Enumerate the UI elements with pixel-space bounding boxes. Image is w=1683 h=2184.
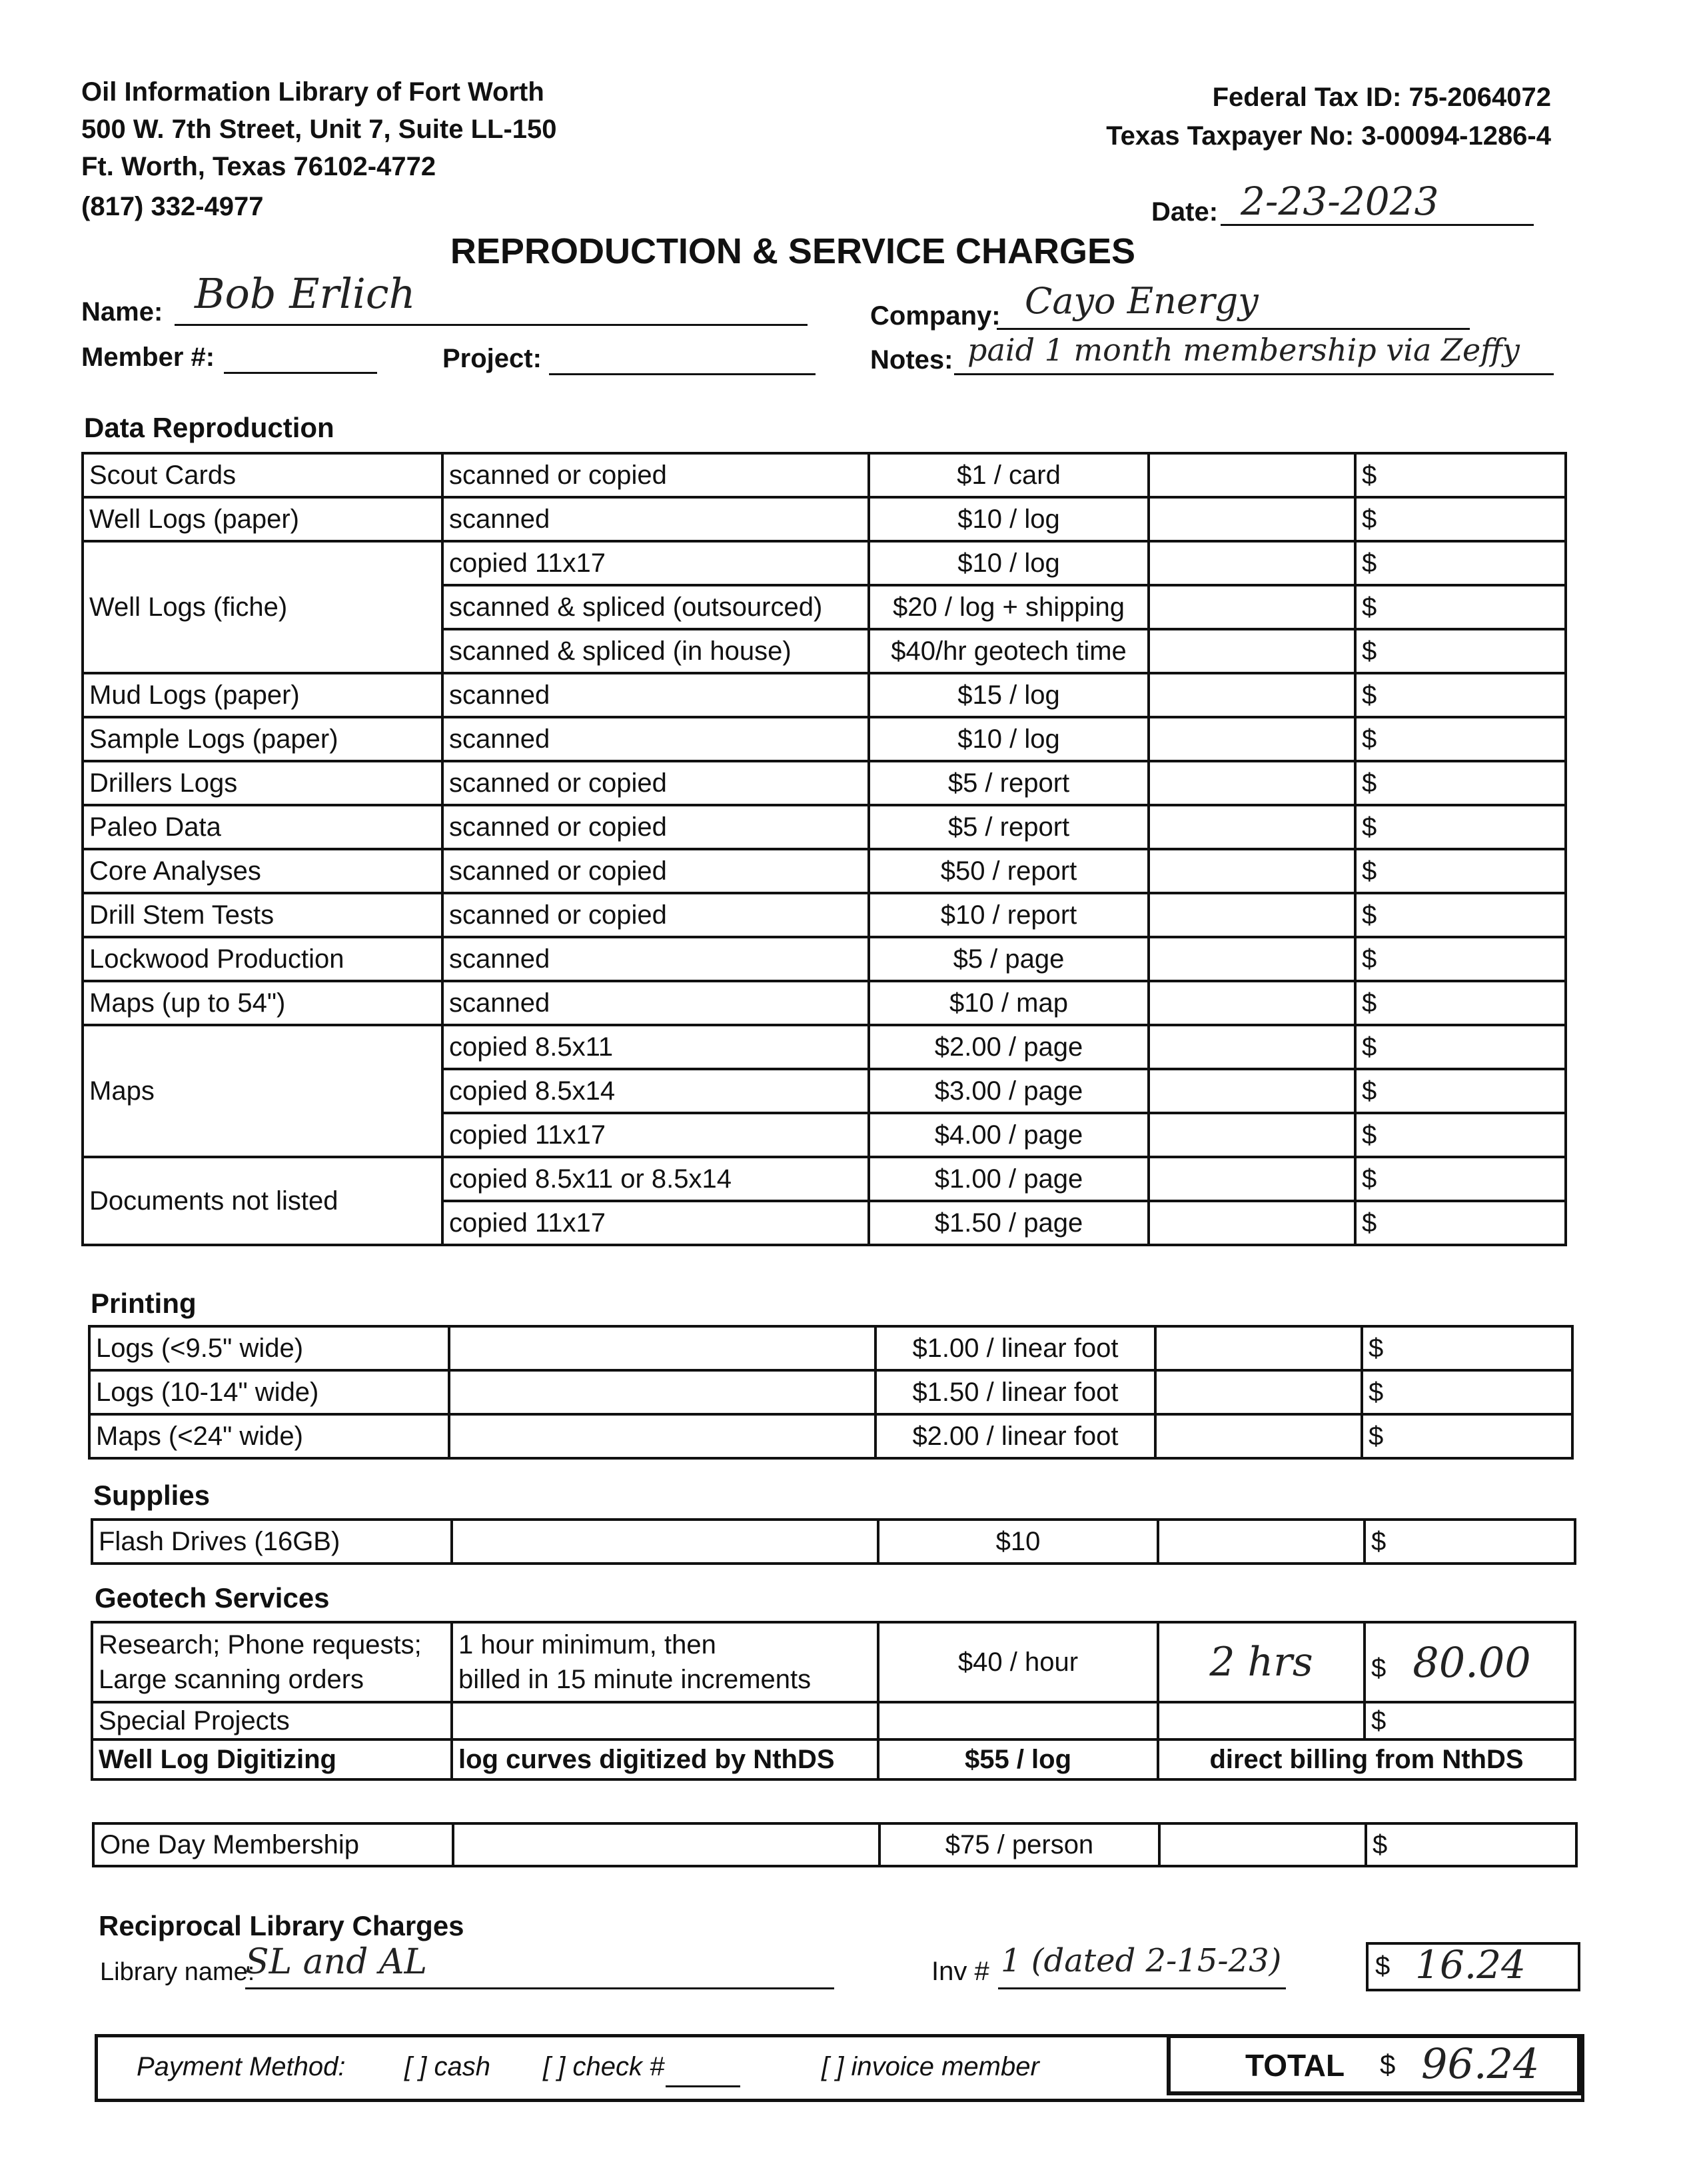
table-row: [83, 1157, 1566, 1201]
item-method: scanned: [442, 937, 869, 981]
quantity-cell[interactable]: [1149, 849, 1355, 893]
item-name: Drillers Logs: [83, 761, 442, 805]
name-value: Bob Erlich: [195, 269, 416, 318]
item-name: Well Logs (fiche): [83, 541, 442, 673]
item-name: Paleo Data: [83, 805, 442, 849]
section-reciprocal: Reciprocal Library Charges: [99, 1910, 464, 1941]
total-label: TOTAL: [1245, 2048, 1345, 2083]
item-method: copied 11x17: [442, 541, 869, 585]
item-rate: $15 / log: [869, 673, 1149, 717]
currency-sign: $: [1362, 944, 1377, 974]
currency-sign: $: [1362, 460, 1377, 490]
currency-sign: $: [1362, 592, 1377, 622]
item-method: scanned or copied: [442, 453, 869, 497]
quantity-cell[interactable]: [1149, 541, 1355, 585]
amount-cell[interactable]: [1355, 937, 1566, 981]
item-rate: $10 / log: [869, 717, 1149, 761]
reciprocal-amount-box[interactable]: [1366, 1942, 1580, 1991]
item-method: copied 8.5x14: [442, 1069, 869, 1113]
geotech-research-method-line1: 1 hour minimum, then: [458, 1630, 716, 1659]
item-rate: $40/hr geotech time: [869, 629, 1149, 673]
payment-invoice-option[interactable]: [ ] invoice member: [822, 2052, 1039, 2081]
item-rate: $10 / log: [869, 497, 1149, 541]
currency-sign: $: [1362, 1032, 1377, 1062]
item-method: scanned: [442, 673, 869, 717]
quantity-cell[interactable]: [1149, 585, 1355, 629]
date-field[interactable]: [1221, 180, 1534, 226]
item-method: copied 11x17: [442, 1113, 869, 1157]
library-name-field[interactable]: [245, 1942, 834, 1989]
member-label: Member #:: [81, 343, 215, 372]
org-phone: (817) 332-4977: [81, 192, 264, 221]
item-rate: $1.50 / page: [869, 1201, 1149, 1245]
supplies-table: [91, 1518, 1576, 1565]
library-name-value: SL and AL: [245, 1942, 428, 1982]
geotech-table: [91, 1621, 1576, 1781]
item-name: Well Logs (paper): [83, 497, 442, 541]
currency-sign: $: [1362, 680, 1377, 710]
geotech-digitizing-item: Well Log Digitizing: [92, 1739, 452, 1779]
item-name: Flash Drives (16GB): [92, 1520, 452, 1564]
quantity-cell[interactable]: [1149, 1157, 1355, 1201]
membership-row: [93, 1823, 1576, 1866]
item-rate: $10: [878, 1520, 1158, 1564]
item-method: scanned or copied: [442, 893, 869, 937]
payment-box: [95, 2034, 1584, 2102]
invoice-number-field[interactable]: [998, 1942, 1286, 1989]
currency-sign: $: [1362, 768, 1377, 798]
geotech-research-amount-cell[interactable]: [1365, 1622, 1575, 1702]
geotech-research-qty-cell[interactable]: [1158, 1622, 1365, 1702]
item-rate: $5 / page: [869, 937, 1149, 981]
item-method: copied 11x17: [442, 1201, 869, 1245]
table-row: [83, 673, 1566, 717]
geotech-special-amount-cell[interactable]: [1365, 1702, 1575, 1739]
item-rate: $10 / map: [869, 981, 1149, 1025]
amount-cell[interactable]: [1355, 585, 1566, 629]
table-row: [83, 849, 1566, 893]
item-method: [449, 1414, 875, 1458]
geotech-digitizing-row: [92, 1739, 1575, 1779]
geotech-digitizing-method: log curves digitized by NthDS: [452, 1739, 878, 1779]
currency-sign: $: [1362, 1120, 1377, 1150]
geotech-special-qty-cell[interactable]: [1158, 1702, 1365, 1739]
amount-cell[interactable]: [1365, 1520, 1575, 1564]
org-address-line1: 500 W. 7th Street, Unit 7, Suite LL-150: [81, 115, 557, 144]
quantity-cell[interactable]: [1149, 453, 1355, 497]
total-value: 96.24: [1421, 2039, 1540, 2088]
geotech-special-method: [452, 1702, 878, 1739]
notes-field[interactable]: [954, 332, 1554, 375]
membership-rate: $75 / person: [879, 1823, 1159, 1866]
item-rate: $5 / report: [869, 761, 1149, 805]
quantity-cell[interactable]: [1149, 893, 1355, 937]
name-field[interactable]: [175, 269, 808, 326]
amount-cell[interactable]: [1355, 1025, 1566, 1069]
amount-cell[interactable]: [1355, 805, 1566, 849]
geotech-research-method-line2: billed in 15 minute increments: [458, 1665, 812, 1694]
item-name: Documents not listed: [83, 1157, 442, 1245]
amount-cell[interactable]: [1355, 673, 1566, 717]
currency-sign: $: [1362, 988, 1377, 1018]
invoice-number-value: 1 (dated 2-15-23): [1001, 1942, 1282, 1979]
item-name: Logs (10-14" wide): [89, 1370, 449, 1414]
table-row: [89, 1414, 1572, 1458]
geotech-research-qty: 2 hrs: [1209, 1639, 1313, 1685]
geotech-research-row: [92, 1622, 1575, 1702]
currency-sign: $: [1362, 812, 1377, 842]
item-rate: $4.00 / page: [869, 1113, 1149, 1157]
table-row: [89, 1326, 1572, 1370]
quantity-cell[interactable]: [1149, 497, 1355, 541]
quantity-cell[interactable]: [1149, 937, 1355, 981]
currency-sign: $: [1373, 1829, 1388, 1859]
item-name: Lockwood Production: [83, 937, 442, 981]
quantity-cell[interactable]: [1149, 1113, 1355, 1157]
section-data-reproduction: Data Reproduction: [84, 412, 334, 443]
date-value: 2-23-2023: [1241, 179, 1439, 224]
table-row: [83, 541, 1566, 585]
data-reproduction-table: [81, 452, 1567, 1246]
table-row: [83, 893, 1566, 937]
org-name: Oil Information Library of Fort Worth: [81, 77, 544, 107]
currency-sign: $: [1371, 1705, 1387, 1735]
item-name: Sample Logs (paper): [83, 717, 442, 761]
item-rate: $10 / report: [869, 893, 1149, 937]
currency-sign: $: [1362, 504, 1377, 534]
project-field[interactable]: [549, 333, 816, 375]
currency-sign: $: [1362, 1164, 1377, 1194]
currency-sign: $: [1362, 724, 1377, 754]
company-label: Company:: [870, 301, 1001, 331]
currency-sign: $: [1362, 856, 1377, 886]
amount-cell[interactable]: [1355, 1201, 1566, 1245]
amount-cell[interactable]: [1355, 893, 1566, 937]
item-rate: $1 / card: [869, 453, 1149, 497]
currency-sign: $: [1369, 1421, 1384, 1451]
table-row: [83, 453, 1566, 497]
geotech-research-rate: $40 / hour: [878, 1622, 1158, 1702]
item-rate: $10 / log: [869, 541, 1149, 585]
quantity-cell[interactable]: [1155, 1414, 1362, 1458]
total-box: [1167, 2034, 1581, 2095]
quantity-cell[interactable]: [1155, 1370, 1362, 1414]
amount-cell[interactable]: [1355, 497, 1566, 541]
company-value: Cayo Energy: [1025, 280, 1259, 322]
notes-value: paid 1 month membership via Zeffy: [967, 332, 1520, 368]
quantity-cell[interactable]: [1149, 1069, 1355, 1113]
geotech-special-row: [92, 1702, 1575, 1739]
quantity-cell[interactable]: [1149, 761, 1355, 805]
table-row: [83, 805, 1566, 849]
table-row: [83, 1025, 1566, 1069]
amount-cell[interactable]: [1362, 1370, 1572, 1414]
library-name-label: Library name:: [100, 1958, 255, 1986]
amount-cell[interactable]: [1355, 717, 1566, 761]
item-rate: $1.00 / linear foot: [875, 1326, 1155, 1370]
table-row: [83, 497, 1566, 541]
geotech-research-item-line1: Research; Phone requests;: [99, 1630, 422, 1659]
currency-sign: $: [1362, 1208, 1377, 1238]
item-method: scanned or copied: [442, 761, 869, 805]
item-method: scanned: [442, 717, 869, 761]
member-field[interactable]: [224, 332, 377, 374]
item-rate: $3.00 / page: [869, 1069, 1149, 1113]
item-name: Maps (<24" wide): [89, 1414, 449, 1458]
geotech-special-rate: [878, 1702, 1158, 1739]
quantity-cell[interactable]: [1149, 629, 1355, 673]
currency-sign: $: [1362, 900, 1377, 930]
item-method: scanned & spliced (outsourced): [442, 585, 869, 629]
check-number-field[interactable]: [666, 2056, 740, 2087]
table-row: [83, 981, 1566, 1025]
amount-cell[interactable]: [1355, 453, 1566, 497]
table-row: [92, 1520, 1575, 1564]
table-row: [89, 1370, 1572, 1414]
membership-qty-cell[interactable]: [1159, 1823, 1366, 1866]
org-address-line2: Ft. Worth, Texas 76102-4772: [81, 152, 436, 181]
membership-method: [453, 1823, 879, 1866]
item-method: scanned: [442, 497, 869, 541]
currency-sign: $: [1371, 1526, 1387, 1556]
amount-cell[interactable]: [1355, 629, 1566, 673]
texas-taxpayer-no: Texas Taxpayer No: 3-00094-1286-4: [1106, 121, 1551, 151]
membership-table: [92, 1822, 1578, 1867]
geotech-research-method: [452, 1622, 878, 1702]
currency-sign: $: [1362, 636, 1377, 666]
item-rate: $2.00 / page: [869, 1025, 1149, 1069]
item-method: scanned or copied: [442, 805, 869, 849]
currency-sign: $: [1362, 1076, 1377, 1106]
form-title: REPRODUCTION & SERVICE CHARGES: [450, 231, 1136, 271]
item-name: Drill Stem Tests: [83, 893, 442, 937]
geotech-research-amount: 80.00: [1412, 1638, 1531, 1687]
item-method: copied 8.5x11 or 8.5x14: [442, 1157, 869, 1201]
item-name: Core Analyses: [83, 849, 442, 893]
item-name: Maps: [83, 1025, 442, 1157]
quantity-cell[interactable]: [1155, 1326, 1362, 1370]
item-method: [449, 1326, 875, 1370]
table-row: [83, 937, 1566, 981]
item-method: [452, 1520, 878, 1564]
amount-cell[interactable]: [1355, 1069, 1566, 1113]
item-method: scanned & spliced (in house): [442, 629, 869, 673]
item-name: Maps (up to 54"): [83, 981, 442, 1025]
geotech-digitizing-billing: direct billing from NthDS: [1158, 1739, 1575, 1779]
item-method: copied 8.5x11: [442, 1025, 869, 1069]
item-method: scanned or copied: [442, 849, 869, 893]
section-printing: Printing: [91, 1288, 197, 1319]
currency-sign: $: [1375, 1951, 1391, 1981]
quantity-cell[interactable]: [1149, 981, 1355, 1025]
geotech-research-item-line2: Large scanning orders: [99, 1665, 364, 1694]
membership-item: One Day Membership: [93, 1823, 453, 1866]
section-geotech: Geotech Services: [95, 1582, 330, 1614]
section-supplies: Supplies: [93, 1480, 211, 1511]
currency-sign: $: [1369, 1377, 1384, 1407]
item-rate: $2.00 / linear foot: [875, 1414, 1155, 1458]
item-name: Mud Logs (paper): [83, 673, 442, 717]
quantity-cell[interactable]: [1149, 1025, 1355, 1069]
amount-cell[interactable]: [1355, 849, 1566, 893]
quantity-cell[interactable]: [1149, 1201, 1355, 1245]
geotech-research-item: [92, 1622, 452, 1702]
amount-cell[interactable]: [1362, 1326, 1572, 1370]
currency-sign: $: [1380, 2049, 1396, 2080]
table-row: [83, 717, 1566, 761]
item-name: Logs (<9.5" wide): [89, 1326, 449, 1370]
printing-table: [88, 1325, 1574, 1460]
table-row: [83, 761, 1566, 805]
membership-amount-cell[interactable]: [1366, 1823, 1576, 1866]
name-label: Name:: [81, 297, 163, 327]
quantity-cell[interactable]: [1149, 805, 1355, 849]
project-label: Project:: [442, 344, 542, 373]
amount-cell[interactable]: [1362, 1414, 1572, 1458]
invoice-number-label: Inv #: [931, 1957, 989, 1986]
item-rate: $20 / log + shipping: [869, 585, 1149, 629]
geotech-special-item: Special Projects: [92, 1702, 452, 1739]
currency-sign: $: [1371, 1653, 1387, 1683]
item-rate: $5 / report: [869, 805, 1149, 849]
item-rate: $1.00 / page: [869, 1157, 1149, 1201]
federal-tax-id: Federal Tax ID: 75-2064072: [1212, 83, 1551, 112]
reciprocal-amount: 16.24: [1415, 1942, 1526, 1987]
item-rate: $1.50 / linear foot: [875, 1370, 1155, 1414]
date-label: Date:: [1151, 197, 1219, 227]
payment-cash-option[interactable]: [ ] cash: [404, 2052, 490, 2081]
geotech-digitizing-rate: $55 / log: [878, 1739, 1158, 1779]
amount-cell[interactable]: [1355, 1113, 1566, 1157]
amount-cell[interactable]: [1355, 1157, 1566, 1201]
payment-check-option[interactable]: [ ] check #: [543, 2052, 665, 2081]
item-method: scanned: [442, 981, 869, 1025]
payment-method-label: Payment Method:: [137, 2052, 346, 2081]
quantity-cell[interactable]: [1149, 717, 1355, 761]
item-rate: $50 / report: [869, 849, 1149, 893]
currency-sign: $: [1362, 548, 1377, 578]
company-field[interactable]: [997, 280, 1470, 330]
notes-label: Notes:: [870, 345, 953, 375]
amount-cell[interactable]: [1355, 981, 1566, 1025]
item-name: Scout Cards: [83, 453, 442, 497]
quantity-cell[interactable]: [1158, 1520, 1365, 1564]
amount-cell[interactable]: [1355, 761, 1566, 805]
amount-cell[interactable]: [1355, 541, 1566, 585]
currency-sign: $: [1369, 1333, 1384, 1363]
quantity-cell[interactable]: [1149, 673, 1355, 717]
item-method: [449, 1370, 875, 1414]
